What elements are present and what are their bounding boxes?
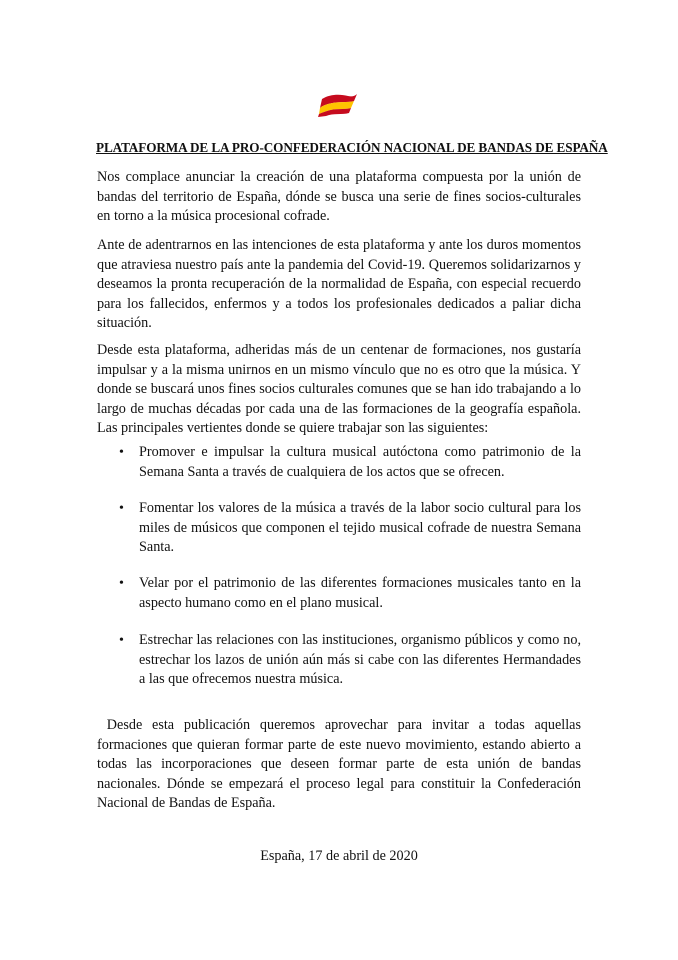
spanish-flag-icon <box>318 91 358 117</box>
bullet-icon: • <box>119 576 124 591</box>
bullet-icon: • <box>119 633 124 648</box>
signoff-date: España, 17 de abril de 2020 <box>260 848 418 864</box>
intro-paragraph: Nos complace anunciar la creación de una plataforma compuesta por la unión de bandas del territorio de España, dónde se busca una serie de fines socios-culturales en torno a la música procesional cofrade. <box>97 169 581 224</box>
document-title: PLATAFORMA DE LA PRO-CONFEDERACIÓN NACIONAL DE BANDAS DE ESPAÑA <box>96 140 608 155</box>
platform-paragraph: Desde esta plataforma, adheridas más de un centenar de formaciones, nos gustaría impulsar y a la misma unirnos en un mismo vínculo que no es otro que la música. Y donde se buscará unos fines socios culturales comunes que se han ido trabajando a lo largo de muchas décadas por cada una de las formaciones de la geografía española. Las principales vertientes donde se quiere trabajar son las siguientes: <box>97 342 581 436</box>
bullet-icon: • <box>119 445 124 460</box>
closing-paragraph: Desde esta publicación queremos aprovechar para invitar a todas aquellas formaciones que quieran formar parte de este nuevo movimiento, estando abierto a todas las incorporaciones que deseen formar parte de esta unión de bandas nacionales. Dónde se empezará el proceso legal para constituir la Confederación Nacional de Bandas de España. <box>97 717 585 811</box>
bullet-icon: • <box>119 501 124 516</box>
list-item-text: Fomentar los valores de la música a través de la labor socio cultural para los miles de músicos que componen el tejido musical cofrade de nuestra Semana Santa. <box>139 500 581 555</box>
covid-paragraph: Ante de adentrarnos en las intenciones de esta plataforma y ante los duros momentos que atraviesa nuestro país ante la pandemia del Covid-19. Queremos solidarizarnos y deseamos la pronta recuperación de la normalidad de España, con especial recuerdo para los fallecidos, enfermos y a todos los profesionales dedicados a paliar dicha situación. <box>97 237 581 331</box>
list-item-text: Velar por el patrimonio de las diferentes formaciones musicales tanto en la aspecto humano como en el plano musical. <box>139 575 581 611</box>
list-item-text: Estrechar las relaciones con las instituciones, organismo públicos y como no, estrechar los lazos de unión aún más si cabe con las diferentes Hermandades a las que ofrecemos nuestra música. <box>139 632 581 687</box>
list-item-text: Promover e impulsar la cultura musical autóctona como patrimonio de la Semana Santa a través de cualquiera de los actos que se ofrecen. <box>139 444 581 480</box>
